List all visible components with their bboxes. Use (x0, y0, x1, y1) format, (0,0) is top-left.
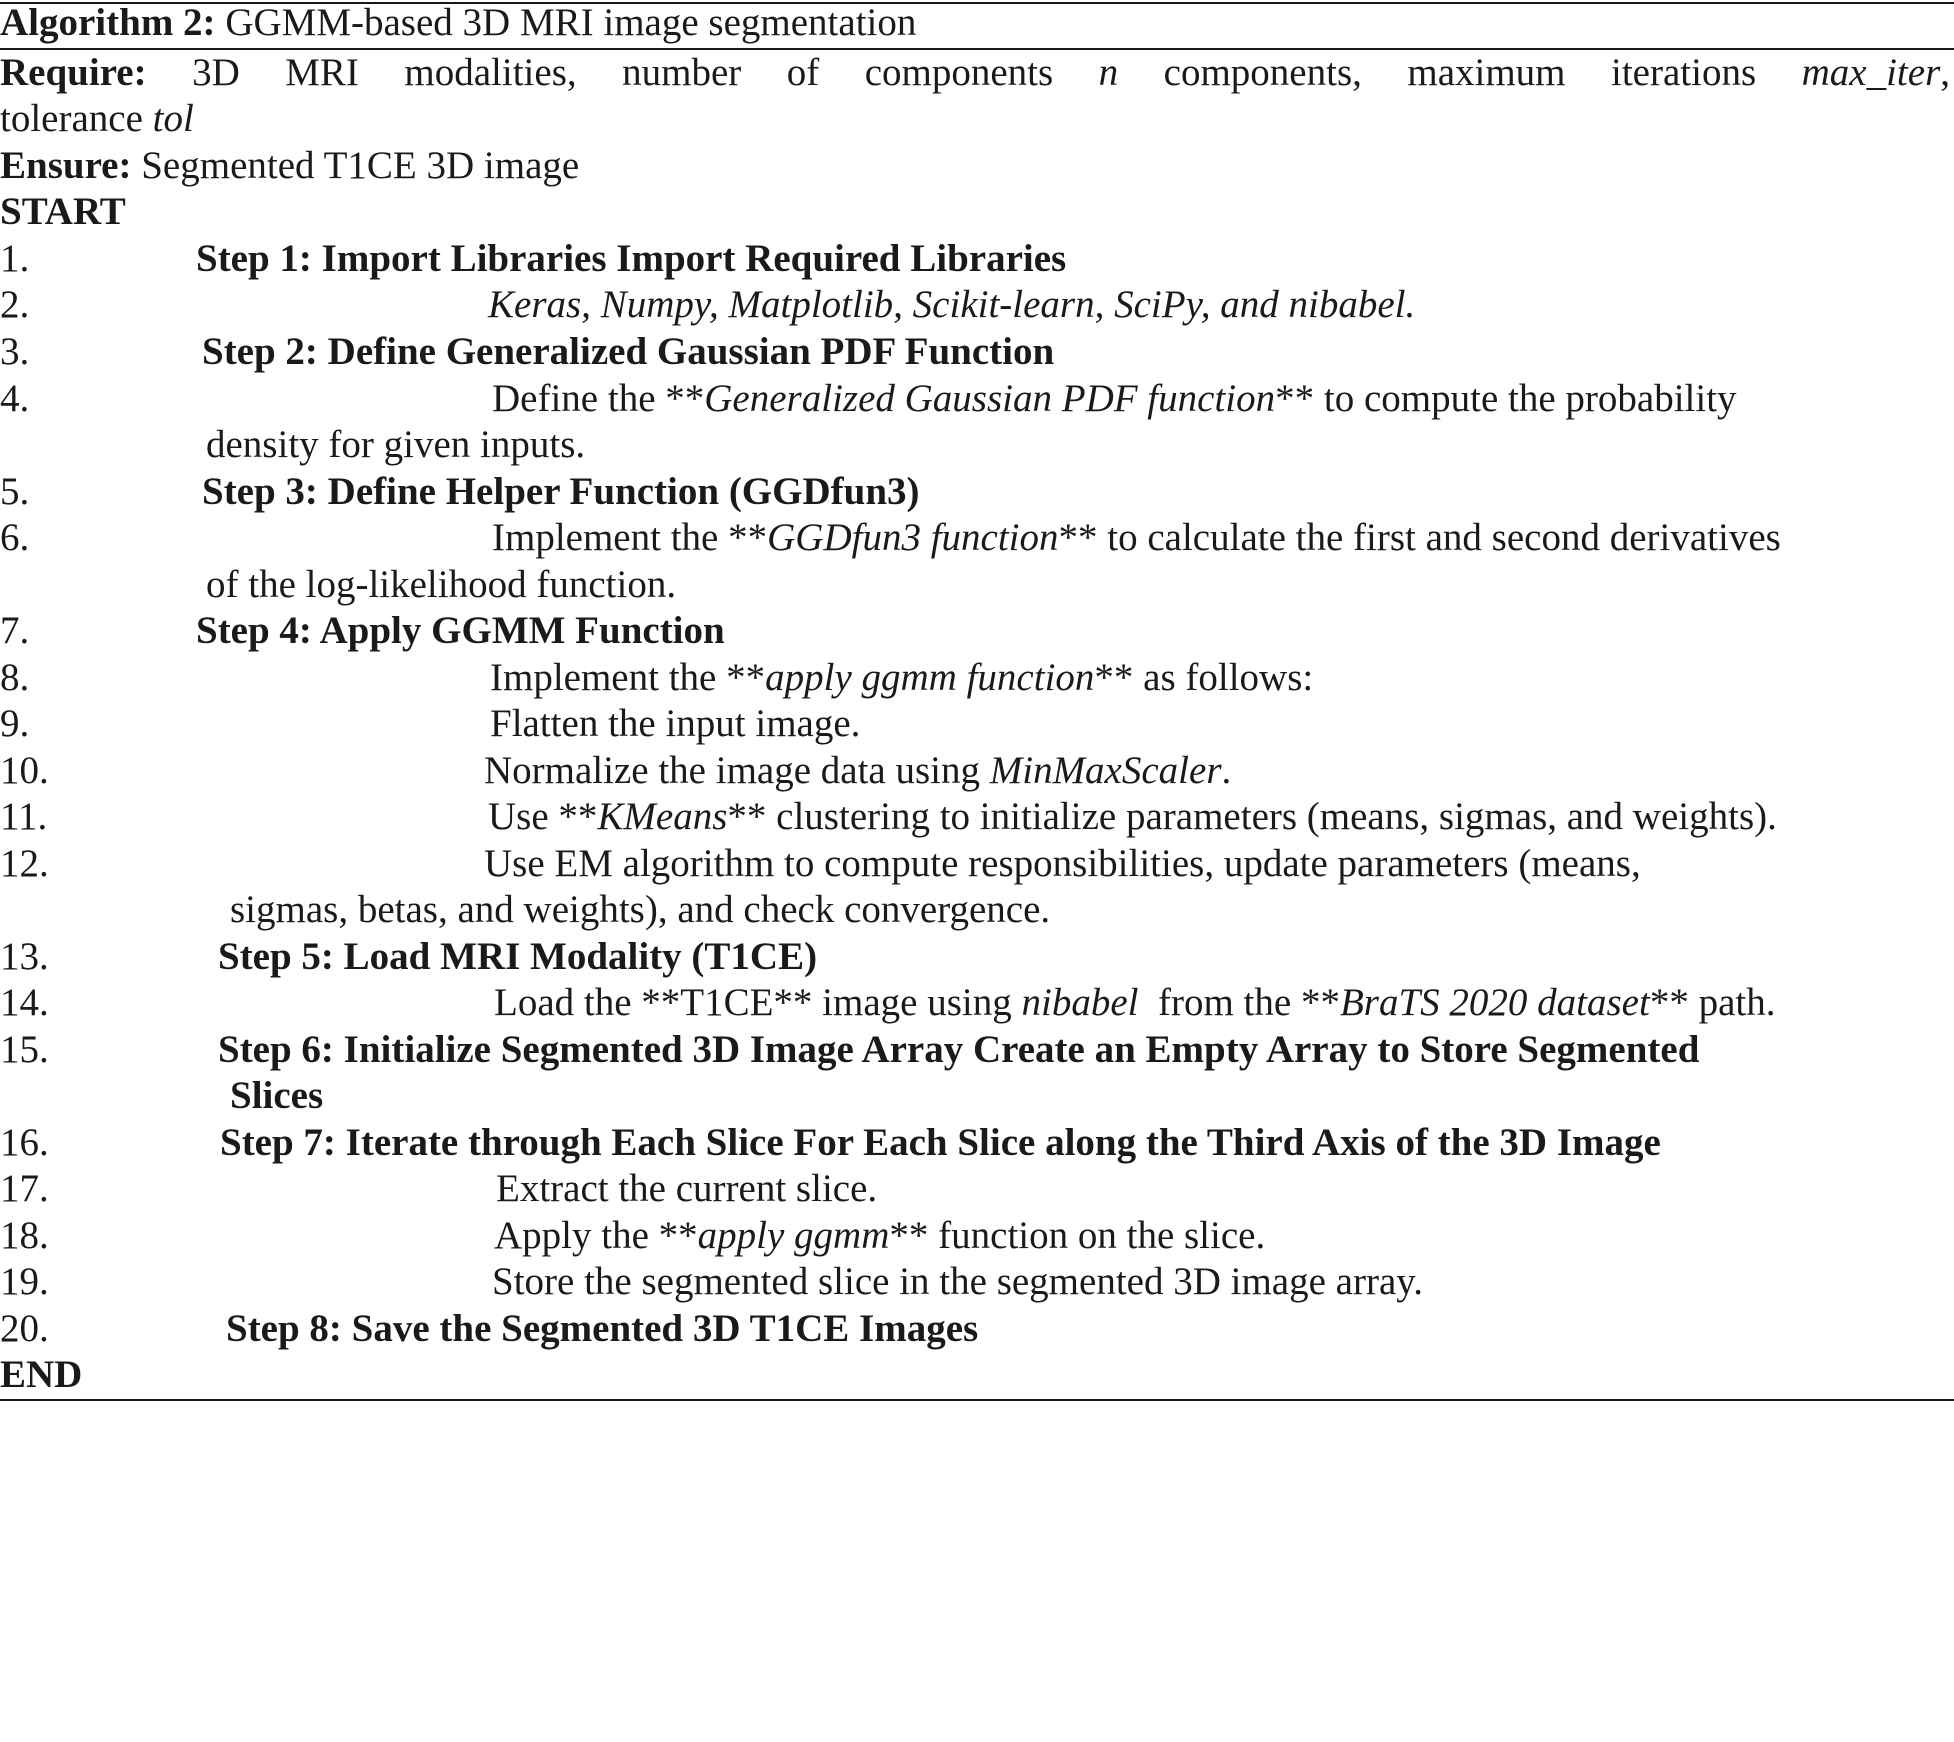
require-text-2: components, maximum iterations (1118, 51, 1802, 94)
step-3-description-cont: of the log-likelihood function. (206, 563, 677, 606)
text-run: Implement the ** (490, 656, 766, 699)
require-max-iter: max_iter (1801, 51, 1941, 94)
substep-em: Use EM algorithm to compute responsibilities, update parameters (means, (484, 842, 1641, 885)
substep-normalize (484, 748, 1231, 794)
substep-flatten: Flatten the input image. (490, 702, 861, 745)
line-number: 14. (0, 981, 49, 1024)
bottom-rule (0, 1399, 1954, 1401)
text-run: Apply the ** (494, 1214, 698, 1257)
text-run: Load the **T1CE** image using (494, 981, 1022, 1024)
require-justify (0, 50, 1950, 96)
ensure-label: Ensure: (0, 144, 132, 187)
ensure-line (0, 143, 579, 189)
line-number: 13. (0, 935, 49, 978)
end-keyword: END (0, 1353, 83, 1396)
function-name: KMeans (597, 795, 728, 838)
line-number: 11. (0, 795, 48, 838)
line-number: 2. (0, 283, 30, 326)
line-number: 7. (0, 609, 30, 652)
line-number: 3. (0, 330, 30, 373)
step-6-heading-cont: Slices (230, 1074, 324, 1117)
text-run: Define the ** (492, 377, 705, 420)
text-run: Use ** (488, 795, 598, 838)
text-run: ** function on the slice. (889, 1214, 1266, 1257)
require-text-1: 3D MRI modalities, number of components (192, 51, 1099, 94)
text-run: ** path. (1649, 981, 1776, 1024)
library-name: nibabel (1021, 981, 1139, 1024)
text-run: ** to compute the probability (1275, 377, 1737, 420)
ensure-text: Segmented T1CE 3D image (141, 144, 580, 187)
step-8-heading: Step 8: Save the Segmented 3D T1CE Images (226, 1307, 979, 1350)
step-7-heading: Step 7: Iterate through Each Slice For Each Slice along the Third Axis of the 3D Image (220, 1121, 1661, 1164)
line-number: 20. (0, 1307, 49, 1350)
step-2-description (492, 376, 1737, 422)
line-number: 1. (0, 237, 30, 280)
line-number: 10. (0, 749, 49, 792)
step-4-heading: Step 4: Apply GGMM Function (196, 609, 725, 652)
line-number: 8. (0, 656, 30, 699)
step-1-heading: Step 1: Import Libraries Import Required Libraries (196, 237, 1067, 280)
line-number: 16. (0, 1121, 49, 1164)
line-number: 18. (0, 1214, 49, 1257)
line-number: 4. (0, 377, 30, 420)
require-line (0, 50, 1950, 96)
function-name: Generalized Gaussian PDF function (704, 377, 1276, 420)
step-3-heading: Step 3: Define Helper Function (GGDfun3) (202, 470, 920, 513)
function-name: apply ggmm (697, 1214, 890, 1257)
require-n: n (1098, 51, 1119, 94)
text-run: Normalize the image data using (484, 749, 990, 792)
step-5-description (494, 980, 1775, 1026)
text-run: ** to calculate the first and second derivatives (1058, 516, 1781, 559)
require-tol: tol (152, 97, 194, 140)
algorithm-caption (0, 0, 916, 46)
step-4-description (490, 655, 1313, 701)
step-3-description (492, 515, 1781, 561)
text-run: from the ** (1138, 981, 1340, 1024)
step-2-description-cont: density for given inputs. (206, 423, 586, 466)
line-number: 15. (0, 1028, 49, 1071)
step-5-heading: Step 5: Load MRI Modality (T1CE) (218, 935, 818, 978)
caption-title: GGMM-based 3D MRI image segmentation (225, 1, 917, 44)
require-text-3: tolerance (0, 97, 153, 140)
step-6-heading: Step 6: Initialize Segmented 3D Image Array Create an Empty Array to Store Segmented (218, 1028, 1700, 1071)
function-name: GGDfun3 function (767, 516, 1059, 559)
require-label: Require: (0, 51, 147, 94)
substep-extract: Extract the current slice. (496, 1167, 878, 1210)
text-run: . (1221, 749, 1232, 792)
line-number: 17. (0, 1167, 49, 1210)
line-number: 12. (0, 842, 49, 885)
require-line-cont (0, 96, 194, 142)
substep-store: Store the segmented slice in the segmented 3D image array. (492, 1260, 1423, 1303)
function-name: MinMaxScaler (989, 749, 1222, 792)
libraries-list: Keras, Numpy, Matplotlib, Scikit-learn, SciPy, and nibabel. (488, 283, 1416, 326)
caption-label: Algorithm 2: (0, 1, 216, 44)
line-number: 9. (0, 702, 30, 745)
require-comma: , (1940, 51, 1951, 94)
function-name: apply ggmm function (765, 656, 1095, 699)
line-number: 5. (0, 470, 30, 513)
dataset-name: BraTS 2020 dataset (1339, 981, 1650, 1024)
step-2-heading: Step 2: Define Generalized Gaussian PDF Function (202, 330, 1055, 373)
line-number: 6. (0, 516, 30, 559)
substep-kmeans (488, 794, 1777, 840)
text-run: Implement the ** (492, 516, 768, 559)
substep-apply (494, 1213, 1265, 1259)
start-keyword: START (0, 190, 126, 233)
line-number: 19. (0, 1260, 49, 1303)
text-run: ** clustering to initialize parameters (means, sigmas, and weights). (727, 795, 1777, 838)
substep-em-cont: sigmas, betas, and weights), and check convergence. (230, 888, 1051, 931)
text-run: ** as follows: (1094, 656, 1314, 699)
